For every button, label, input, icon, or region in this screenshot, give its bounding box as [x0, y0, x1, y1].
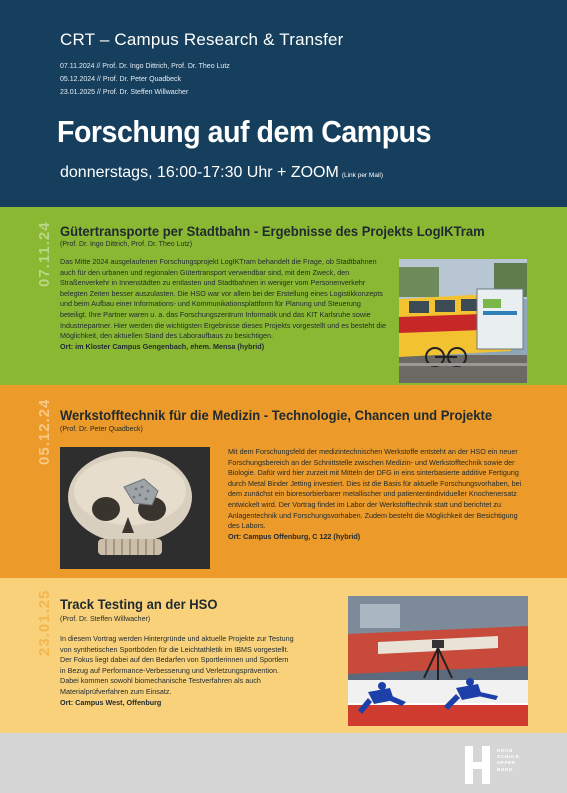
logo-line: OFFEN [497, 760, 516, 766]
talk-section-2 [0, 385, 567, 578]
talk-date: 07.11.24 [36, 221, 53, 287]
talk-body-text: Das Mitte 2024 ausgelaufenen Forschungsprojekt LogIKTram behandelt die Frage, ob Stadtbahnen auch für den urbanen und regionalen Gütertransport verwendbar sind, mit dem Zweck, den Straßenverkehr in Innenstädten zu entlasten und Stadtbahnen in weniger vom Personenverkehr belegten Zeiten besser auszulasten. Die HSO war vor allem bei der Erstellung eines Logistikkonzepts und beim Aufbau einer Informations- und Kommunikationsplattform für Planung und Steuerung beteiligt. Ihre Partner waren u. a. das Forschungszentrum Informatik und das KIT Karlsruhe sowie Industriepartner. Hier werden die wichtigsten Ergebnisse dieses Projekts vorgestellt und es besteht die Möglichkeit, den aktuellen Stand des Laboraufbaus zu besichtigen. [60, 257, 387, 341]
date-line: 07.11.2024 // Prof. Dr. Ingo Dittrich, Prof. Dr. Theo Lutz [60, 63, 230, 70]
talk-date: 23.01.25 [36, 589, 53, 656]
page-title: Forschung auf dem Campus [57, 114, 432, 149]
header-banner [0, 0, 567, 207]
talk-speaker: (Prof. Dr. Peter Quadbeck) [60, 426, 143, 433]
skull-implant-photo [60, 447, 210, 569]
hochschule-offenburg-logo [465, 746, 520, 784]
talk-location: Ort: Campus West, Offenburg [60, 697, 162, 707]
date-line: 23.01.2025 // Prof. Dr. Steffen Willwacher [60, 89, 189, 96]
talk-section-1 [0, 207, 567, 385]
series-title: CRT – Campus Research & Transfer [60, 30, 344, 49]
talk-description [228, 447, 528, 542]
zoom-link-note: (Link per Mail) [341, 172, 383, 179]
track-testing-photo [348, 596, 528, 726]
talk-speaker: (Prof. Dr. Ingo Dittrich, Prof. Dr. Theo Lutz) [60, 241, 193, 248]
tram-photo [399, 259, 527, 383]
talk-description [60, 257, 386, 352]
schedule-subtitle [60, 164, 383, 182]
talk-title: Track Testing an der HSO [60, 596, 218, 612]
talk-title: Gütertransporte per Stadtbahn - Ergebnisse des Projekts LogIKTram [60, 223, 485, 239]
logo-line: BURG [497, 766, 513, 772]
talk-speaker: (Prof. Dr. Steffen Willwacher) [60, 616, 151, 623]
schedule-text: donnerstags, 16:00-17:30 Uhr + ZOOM [60, 164, 339, 181]
date-line: 05.12.2024 // Prof. Dr. Peter Quadbeck [60, 76, 182, 83]
talk-section-3 [0, 578, 567, 733]
talk-date: 05.12.24 [36, 398, 53, 465]
talk-title: Werkstofftechnik für die Medizin - Technologie, Chancen und Projekte [60, 407, 493, 423]
talk-location: Ort: im Kloster Campus Gengenbach, ehem. Mensa (hybrid) [60, 341, 265, 351]
date-list [60, 60, 230, 99]
talk-description [60, 634, 296, 708]
talk-body-text: Mit dem Forschungsfeld der medizintechnischen Werkstoffe entsteht an der HSO ein neuer Forschungsbereich an der Schnittstelle zwischen Medizin- und Werkstofftechnik sowie der Biologie. Dafür wird hier zurzeit mit Mitteln der DFG in eins sinterbasierte additive Fertigung durch Metal Binder Jetting investiert. Dies ist die Basis für aktuelle Forschungsvorhaben, bei dem zunächst ein bioresorbierbarer metallischer und patiententindividueller Knochenersatz entwickelt wird. Der Vortrag findet im Labor der Werkstofftechnik statt und berichtet zu Anlagentechnik und Forschungsvorhaben. Zudem besteht die Möglichkeit der Besichtigung des Labors. [228, 447, 522, 531]
talk-body-text: In diesem Vortrag werden Hintergründe und aktuelle Projekte zur Testung von synthetischen Sportböden für die Leichtathletik im IBMS vorgestellt. Der Fokus liegt dabei auf den Bedarfen von Sportlerinnen und Sportlern in Bezug auf Performance-Verbesserung und Verletzungsprävention. Dabei kommen sowohl biomechanische Testverfahren als auch Materialprüfverfahren zum Einsatz. [60, 634, 294, 696]
logo-line: HOCH [497, 748, 513, 753]
logo-wordmark [497, 748, 520, 773]
logo-line: SCHULE [497, 754, 520, 760]
talk-location: Ort: Campus Offenburg, C 122 (hybrid) [228, 531, 361, 541]
